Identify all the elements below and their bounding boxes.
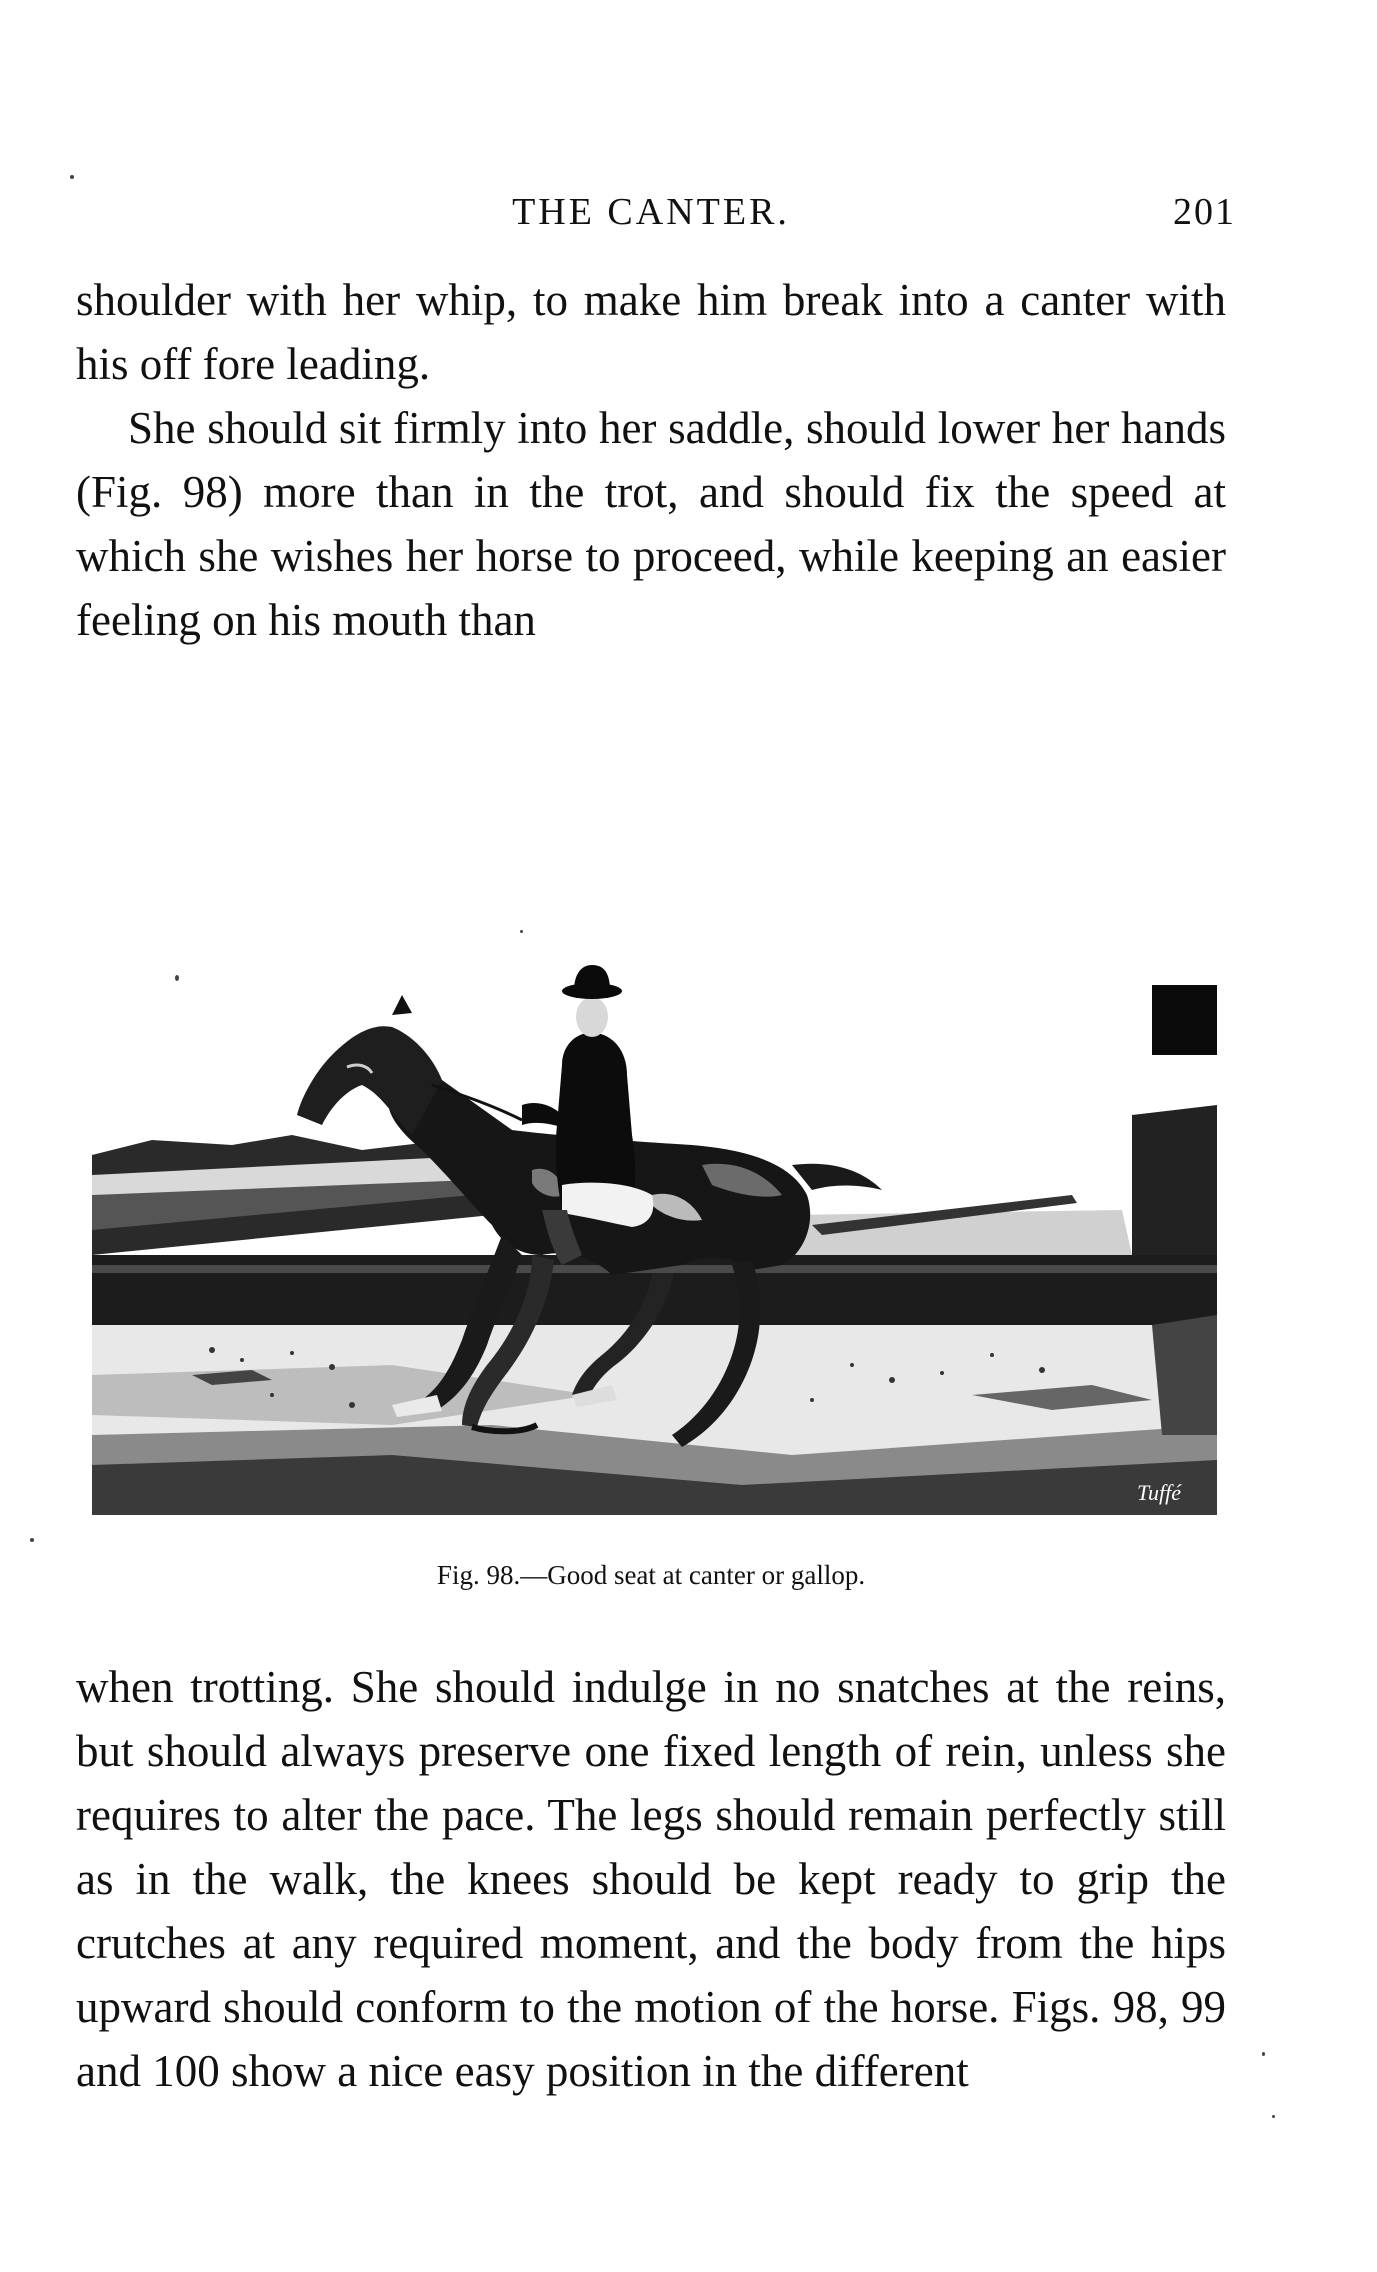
text-after-figure xyxy=(76,1655,1226,2103)
running-head xyxy=(76,182,1236,242)
paragraph: She should sit firmly into her saddle, should lower her hands (Fig. 98) more than in the trot, and should fix the speed at which she wishes her horse to proceed, while keeping an easier feeling on his mouth than xyxy=(76,403,1226,645)
paper-speck xyxy=(175,975,179,981)
paper-speck xyxy=(30,1538,34,1542)
paper-speck xyxy=(520,930,523,933)
page-number: 201 xyxy=(1173,191,1236,233)
figure-caption: Fig. 98.—Good seat at canter or gallop. xyxy=(436,1560,866,1590)
text-before-figure xyxy=(76,268,1226,652)
paragraph: shoulder with her whip, to make him break into a canter with his off fore leading. xyxy=(76,275,1226,389)
paper-speck xyxy=(1262,2052,1265,2056)
figure-photograph xyxy=(92,955,1217,1515)
artist-signature: Tuffé xyxy=(1137,1480,1182,1505)
paper-speck xyxy=(70,175,74,179)
horse-rider-photo xyxy=(92,955,1217,1515)
paragraph: when trotting. She should indulge in no snatches at the reins, but should always preserve one fixed length of rein, unless she requires to alter the pace. The legs should remain perfectly still as in the walk, the knees should be kept ready to grip the crutches at any required moment, and the body from the hips upward should conform to the motion of the horse. Figs. 98, 99 and 100 show a nice easy position in the different xyxy=(76,1662,1226,2096)
running-title: THE CANTER. xyxy=(512,191,790,233)
paper-speck xyxy=(1272,2115,1275,2118)
